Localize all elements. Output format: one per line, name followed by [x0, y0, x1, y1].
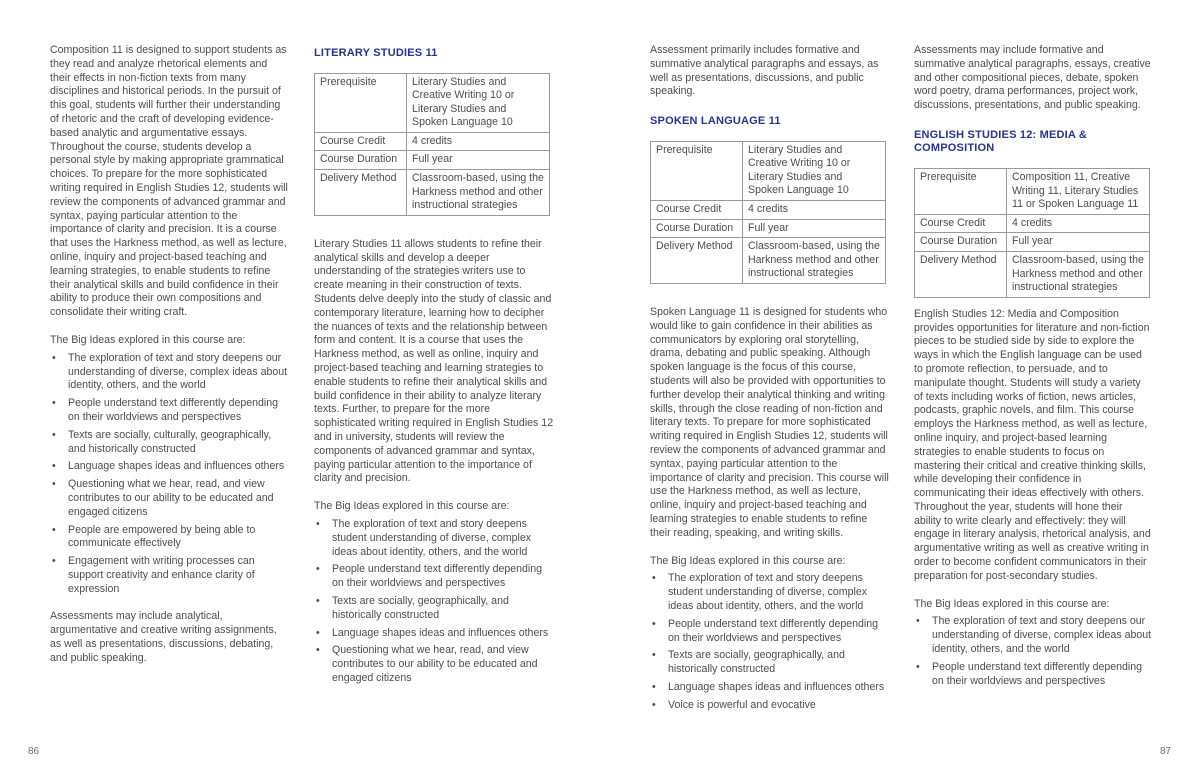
- table-row: [651, 219, 886, 238]
- table-row: [315, 151, 550, 170]
- course-description: Literary Studies 11 allows students to refine their analytical skills and develop a deeper understanding of the strategies writers use to create meaning in their construction of texts. Students delve deeply into the study of classic and contemporary literature, learning how to decipher the nuances of texts and the relationship between form and content. It is a course that uses the Harkness method, as well as online, inquiry and project-based teaching and learning strategies to enable students to refine their analytical skills and build confidence in their ability to analyze literary texts. Further, to prepare for the more sophisticated writing required in English Studies 12 and in university, students will review the components of advanced grammar and syntax, paying particular attention to the importance of clarity and precision.: [314, 237, 554, 485]
- course-description: English Studies 12: Media and Composition provides opportunities for literature and non-fiction pieces to be studied side by side to explore the ways in which the English language can be used to promote reflection, to persuade, and to manipulate thought. Students will study a variety of texts including works of fiction, news articles, podcasts, graphic novels, and film. This course employs the Harkness method, as well as lecture, online inquiry, and project-based learning strategies to enable students to focus on mastering their critical and creative thinking skills, while developing their confidence in communicating their ideas effectively with others. Throughout the year, students will hone their ability to write clearly and effectively: they will engage in literary analysis, rhetorical analysis, and argumentative writing as well as creative writing in order to become confident communicators in their preparation for post-secondary studies.: [914, 307, 1151, 582]
- table-key: Delivery Method: [915, 251, 1007, 297]
- big-ideas-lead: The Big Ideas explored in this course are:: [314, 500, 510, 513]
- big-ideas-lead: The Big Ideas explored in this course are:: [650, 554, 846, 567]
- column-literary-studies-11: [314, 44, 554, 686]
- list-item: • People understand text differently depending on their worldviews and perspectives: [650, 618, 890, 646]
- table-value: Classroom-based, using the Harkness method and other instructional strategies: [407, 170, 550, 216]
- column-english-studies-12: [914, 44, 1152, 688]
- section-heading: SPOKEN LANGUAGE 11: [650, 115, 781, 128]
- list-item: • Questioning what we hear, read, and view contributes to our ability to be educated and engaged citizens: [314, 644, 554, 685]
- table-value: Classroom-based, using the Harkness method and other instructional strategies: [743, 238, 886, 284]
- big-ideas-list: [914, 615, 1152, 688]
- big-ideas-list: [50, 352, 288, 597]
- list-item: • Texts are socially, culturally, geographically, and historically constructed: [50, 429, 288, 457]
- table-value: 4 credits: [407, 132, 550, 151]
- table-value: Literary Studies and Creative Writing 10 or Literary Studies and Spoken Language 10: [743, 141, 886, 200]
- column-spoken-language-11: [650, 44, 890, 713]
- list-item: • Engagement with writing processes can support creativity and enhance clarity of expression: [50, 555, 288, 596]
- assessment-text: Assessment primarily includes formative and summative analytical paragraphs and essays, as well as presentations, discussions, and public speaking.: [650, 44, 879, 98]
- list-item: • Questioning what we hear, read, and view contributes to our ability to be educated and engaged citizens: [50, 478, 288, 519]
- table-key: Course Credit: [651, 201, 743, 220]
- list-item: • People are empowered by being able to communicate effectively: [50, 524, 288, 552]
- table-row: [915, 233, 1150, 252]
- list-item: • Texts are socially, geographically, and historically constructed: [314, 595, 554, 623]
- table-key: Delivery Method: [315, 170, 407, 216]
- table-row: [915, 251, 1150, 297]
- composition-intro: Composition 11 is designed to support students as they read and analyze rhetorical elements and their effects in non-fiction texts from many disciplines and historical periods. In the pursuit of this goal, students will further their understanding of rhetoric and the craft of developing evidence-based analytic and argumentative essays. Throughout the course, students develop a personal style by making appropriate grammatical choices. To prepare for the more sophisticated writing required in English Studies 12, students will review the components of advanced grammar and syntax, paying particular attention to the importance of clarity and precision. It is a course that uses the Harkness method, as well as lecture, online, inquiry and project-based teaching and learning strategies, to enable students to refine their analytical skills and build confidence in their ability to produce their own compositions and consolidate their writing craft.: [50, 44, 288, 319]
- table-row: [915, 168, 1150, 214]
- course-info-table: [914, 168, 1150, 298]
- table-row: [651, 141, 886, 200]
- column-composition-11: [50, 44, 288, 666]
- table-key: Prerequisite: [315, 73, 407, 132]
- table-key: Course Duration: [315, 151, 407, 170]
- table-key: Course Credit: [315, 132, 407, 151]
- section-heading: LITERARY STUDIES 11: [314, 47, 438, 59]
- big-ideas-list: [314, 518, 554, 686]
- table-value: Full year: [407, 151, 550, 170]
- big-ideas-lead: The Big Ideas explored in this course are:: [914, 597, 1110, 610]
- list-item: • The exploration of text and story deepens student understanding of diverse, complex ideas about identity, others, and the world: [314, 518, 554, 559]
- list-item: • The exploration of text and story deepens our understanding of diverse, complex ideas about identity, others, and the world: [914, 615, 1152, 656]
- table-row: [915, 214, 1150, 233]
- table-row: [315, 73, 550, 132]
- table-value: Full year: [1007, 233, 1150, 252]
- table-row: [315, 132, 550, 151]
- list-item: • People understand text differently depending on their worldviews and perspectives: [50, 397, 288, 425]
- table-key: Course Duration: [915, 233, 1007, 252]
- course-description: Spoken Language 11 is designed for students who would like to gain confidence in their abilities as communicators by exploring oral storytelling, drama, debating and public speaking. Although spoken language is the focus of this course, students will also be provided with opportunities to further develop their analytical thinking and writing skills, through the close reading of non-fiction and literary texts. To prepare for more sophisticated writing required in English Studies 12, students will review the components of advanced grammar and syntax, paying particular attention to the importance of clarity and precision. This course will use the Harkness method, as well as lecture, online, inquiry and project-based teaching and learning strategies to enable students to refine their reading, speaking, and writing skills.: [650, 306, 889, 539]
- list-item: • Voice is powerful and evocative: [650, 699, 890, 713]
- table-key: Prerequisite: [915, 168, 1007, 214]
- table-value: Composition 11, Creative Writing 11, Literary Studies 11 or Spoken Language 11: [1007, 168, 1150, 214]
- table-key: Delivery Method: [651, 238, 743, 284]
- table-row: [651, 201, 886, 220]
- table-key: Course Duration: [651, 219, 743, 238]
- assessment-text: Assessments may include formative and summative analytical paragraphs, essays, creative and other compositional pieces, debate, spoken word poetry, drama performances, project work, discussions, presentations, and public speaking.: [914, 44, 1151, 112]
- section-heading: ENGLISH STUDIES 12: MEDIA & COMPOSITION: [914, 128, 1088, 155]
- table-row: [315, 170, 550, 216]
- table-key: Course Credit: [915, 214, 1007, 233]
- table-value: Full year: [743, 219, 886, 238]
- list-item: • Language shapes ideas and influences others: [50, 460, 288, 474]
- table-key: Prerequisite: [651, 141, 743, 200]
- course-info-table: [650, 141, 886, 284]
- list-item: • Language shapes ideas and influences others: [314, 627, 554, 641]
- table-row: [651, 238, 886, 284]
- table-value: 4 credits: [1007, 214, 1150, 233]
- list-item: • People understand text differently depending on their worldviews and perspectives: [314, 563, 554, 591]
- list-item: • People understand text differently depending on their worldviews and perspectives: [914, 661, 1152, 689]
- big-ideas-list: [650, 572, 890, 712]
- list-item: • The exploration of text and story deepens our understanding of diverse, complex ideas about identity, others, and the world: [50, 352, 288, 393]
- list-item: • Texts are socially, geographically, and historically constructed: [650, 649, 890, 677]
- table-value: 4 credits: [743, 201, 886, 220]
- page-number-right: 87: [1160, 746, 1172, 757]
- big-ideas-lead: The Big Ideas explored in this course are:: [50, 333, 246, 346]
- table-value: Classroom-based, using the Harkness method and other instructional strategies: [1007, 251, 1150, 297]
- list-item: • The exploration of text and story deepens student understanding of diverse, complex ideas about identity, others, and the world: [650, 572, 890, 613]
- page-number-left: 86: [28, 746, 40, 757]
- table-value: Literary Studies and Creative Writing 10 or Literary Studies and Spoken Language 10: [407, 73, 550, 132]
- assessment-text: Assessments may include analytical, argumentative and creative writing assignments, as well as presentations, discussions, debating, and public speaking.: [50, 610, 277, 664]
- course-info-table: [314, 73, 550, 216]
- list-item: • Language shapes ideas and influences others: [650, 681, 890, 695]
